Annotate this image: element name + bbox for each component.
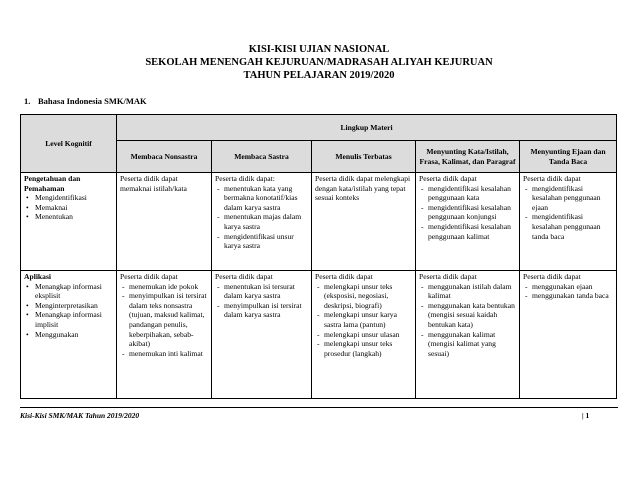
list-item: - menggunakan kata bentukan (mengisi sesuai kaidah bentukan kata) bbox=[428, 301, 516, 330]
list-item: • Menginterpretasikan bbox=[35, 301, 113, 311]
level-cell bbox=[21, 271, 117, 399]
cell-list bbox=[523, 282, 613, 301]
list-item: - menyimpulkan isi tersirat dalam karya sastra bbox=[224, 301, 308, 320]
section-title: Bahasa Indonesia SMK/MAK bbox=[38, 96, 147, 106]
cell-intro: Peserta didik dapat melengkapi dengan kata/istilah yang tepat sesuai konteks bbox=[315, 174, 411, 203]
content-cell bbox=[312, 271, 416, 399]
list-item: - menggunakan kalimat (mengisi kalimat yang sesuai) bbox=[428, 330, 516, 359]
list-item: - menggunakan tanda baca bbox=[532, 291, 613, 301]
cell-intro: Peserta didik dapat memaknai istilah/kata bbox=[120, 174, 187, 193]
list-item: • Menangkap informasi eksplisit bbox=[35, 282, 113, 301]
column-header: Membaca Sastra bbox=[212, 141, 312, 173]
cell-intro: Peserta didik dapat bbox=[315, 272, 373, 281]
content-cell bbox=[212, 271, 312, 399]
footer-divider bbox=[20, 407, 618, 408]
cell-list bbox=[215, 184, 308, 251]
content-cell bbox=[416, 271, 520, 399]
list-item: - melengkapi unsur teks (eksposisi, negosiasi, deskripsi, biografi) bbox=[324, 282, 412, 311]
content-cell bbox=[520, 271, 617, 399]
cell-intro: Peserta didik dapat bbox=[419, 272, 477, 281]
list-item: • Menggunakan bbox=[35, 330, 113, 340]
cell-list bbox=[523, 184, 613, 242]
content-cell bbox=[520, 173, 617, 271]
cell-intro: Peserta didik dapat bbox=[419, 174, 477, 183]
list-item: • Mengidentifikasi bbox=[35, 193, 113, 203]
kisi-kisi-table bbox=[20, 114, 617, 399]
list-item: - melengkapi unsur ulasan bbox=[324, 330, 412, 340]
cell-intro: Peserta didik dapat bbox=[523, 272, 581, 281]
cell-intro: Peserta didik dapat: bbox=[215, 174, 275, 183]
list-item: - mengidentifikasi kesalahan penggunaan kata bbox=[428, 184, 516, 203]
list-item: - menentukan majas dalam karya sastra bbox=[224, 212, 308, 231]
content-cell bbox=[117, 173, 212, 271]
cell-list bbox=[419, 282, 516, 359]
cell-list bbox=[315, 282, 412, 359]
list-item: - menentukan isi tersurat dalam karya sastra bbox=[224, 282, 308, 301]
cell-list bbox=[419, 184, 516, 242]
list-item: - menemukan inti kalimat bbox=[129, 349, 208, 359]
doc-title-line-1: KISI-KISI UJIAN NASIONAL bbox=[248, 44, 390, 55]
list-item: - mengidentifikasi unsur karya sastra bbox=[224, 232, 308, 251]
column-header: Menyunting Kata/Istilah, Frasa, Kalimat, dan Paragraf bbox=[416, 141, 520, 173]
list-item: - melengkapi unsur karya sastra lama (pantun) bbox=[324, 310, 412, 329]
doc-title-line-2: SEKOLAH MENENGAH KEJURUAN/MADRASAH ALIYAH KEJURUAN bbox=[145, 57, 493, 68]
list-item: - menggunakan ejaan bbox=[532, 282, 613, 292]
column-header: Membaca Nonsastra bbox=[117, 141, 212, 173]
list-item: - menemukan ide pokok bbox=[129, 282, 208, 292]
list-item: - mengidentifikasi kesalahan penggunaan tanda baca bbox=[532, 212, 613, 241]
list-item: - melengkapi unsur teks prosedur (langkah) bbox=[324, 339, 412, 358]
footer-page-number: | 1 bbox=[582, 411, 590, 420]
list-item: - menggunakan istilah dalam kalimat bbox=[428, 282, 516, 301]
column-header: Menulis Terbatas bbox=[312, 141, 416, 173]
list-item: • Menangkap informasi implisit bbox=[35, 310, 113, 329]
level-title: Aplikasi bbox=[24, 272, 52, 281]
level-title: Pengetahuan dan Pemahaman bbox=[24, 174, 81, 193]
cell-intro: Peserta didik dapat bbox=[120, 272, 178, 281]
group-header: Lingkup Materi bbox=[117, 115, 617, 141]
cell-intro: Peserta didik dapat bbox=[215, 272, 273, 281]
table-row bbox=[21, 173, 617, 271]
list-item: - mengidentifikasi kesalahan penggunaan konjungsi bbox=[428, 203, 516, 222]
cell-list bbox=[120, 282, 208, 359]
level-cell bbox=[21, 173, 117, 271]
content-cell bbox=[117, 271, 212, 399]
list-item: - menyimpulkan isi tersirat dalam teks nonsastra (tujuan, maksud kalimat, pandangan penulis, keberpihakan, sebab-akibat) bbox=[129, 291, 208, 349]
footer-document-label: Kisi-Kisi SMK/MAK Tahun 2019/2020 bbox=[20, 411, 140, 420]
list-item: - mengidentifikasi kesalahan penggunaan kalimat bbox=[428, 222, 516, 241]
level-list bbox=[24, 193, 113, 222]
level-list bbox=[24, 282, 113, 340]
section-heading bbox=[24, 96, 147, 106]
level-header: Level Kognitif bbox=[21, 115, 117, 173]
content-cell bbox=[212, 173, 312, 271]
doc-title-line-3: TAHUN PELAJARAN 2019/2020 bbox=[243, 70, 395, 81]
section-number: 1. bbox=[24, 96, 31, 106]
list-item: • Memaknai bbox=[35, 203, 113, 213]
list-item: - mengidentifikasi kesalahan penggunaan ejaan bbox=[532, 184, 613, 213]
content-cell bbox=[312, 173, 416, 271]
list-item: - menentukan kata yang bermakna konotatif/kias dalam karya sastra bbox=[224, 184, 308, 213]
table-body bbox=[21, 173, 617, 399]
content-cell bbox=[416, 173, 520, 271]
column-header: Menyunting Ejaan dan Tanda Baca bbox=[520, 141, 617, 173]
table-row bbox=[21, 271, 617, 399]
cell-intro: Peserta didik dapat bbox=[523, 174, 581, 183]
list-item: • Menentukan bbox=[35, 212, 113, 222]
cell-list bbox=[215, 282, 308, 320]
